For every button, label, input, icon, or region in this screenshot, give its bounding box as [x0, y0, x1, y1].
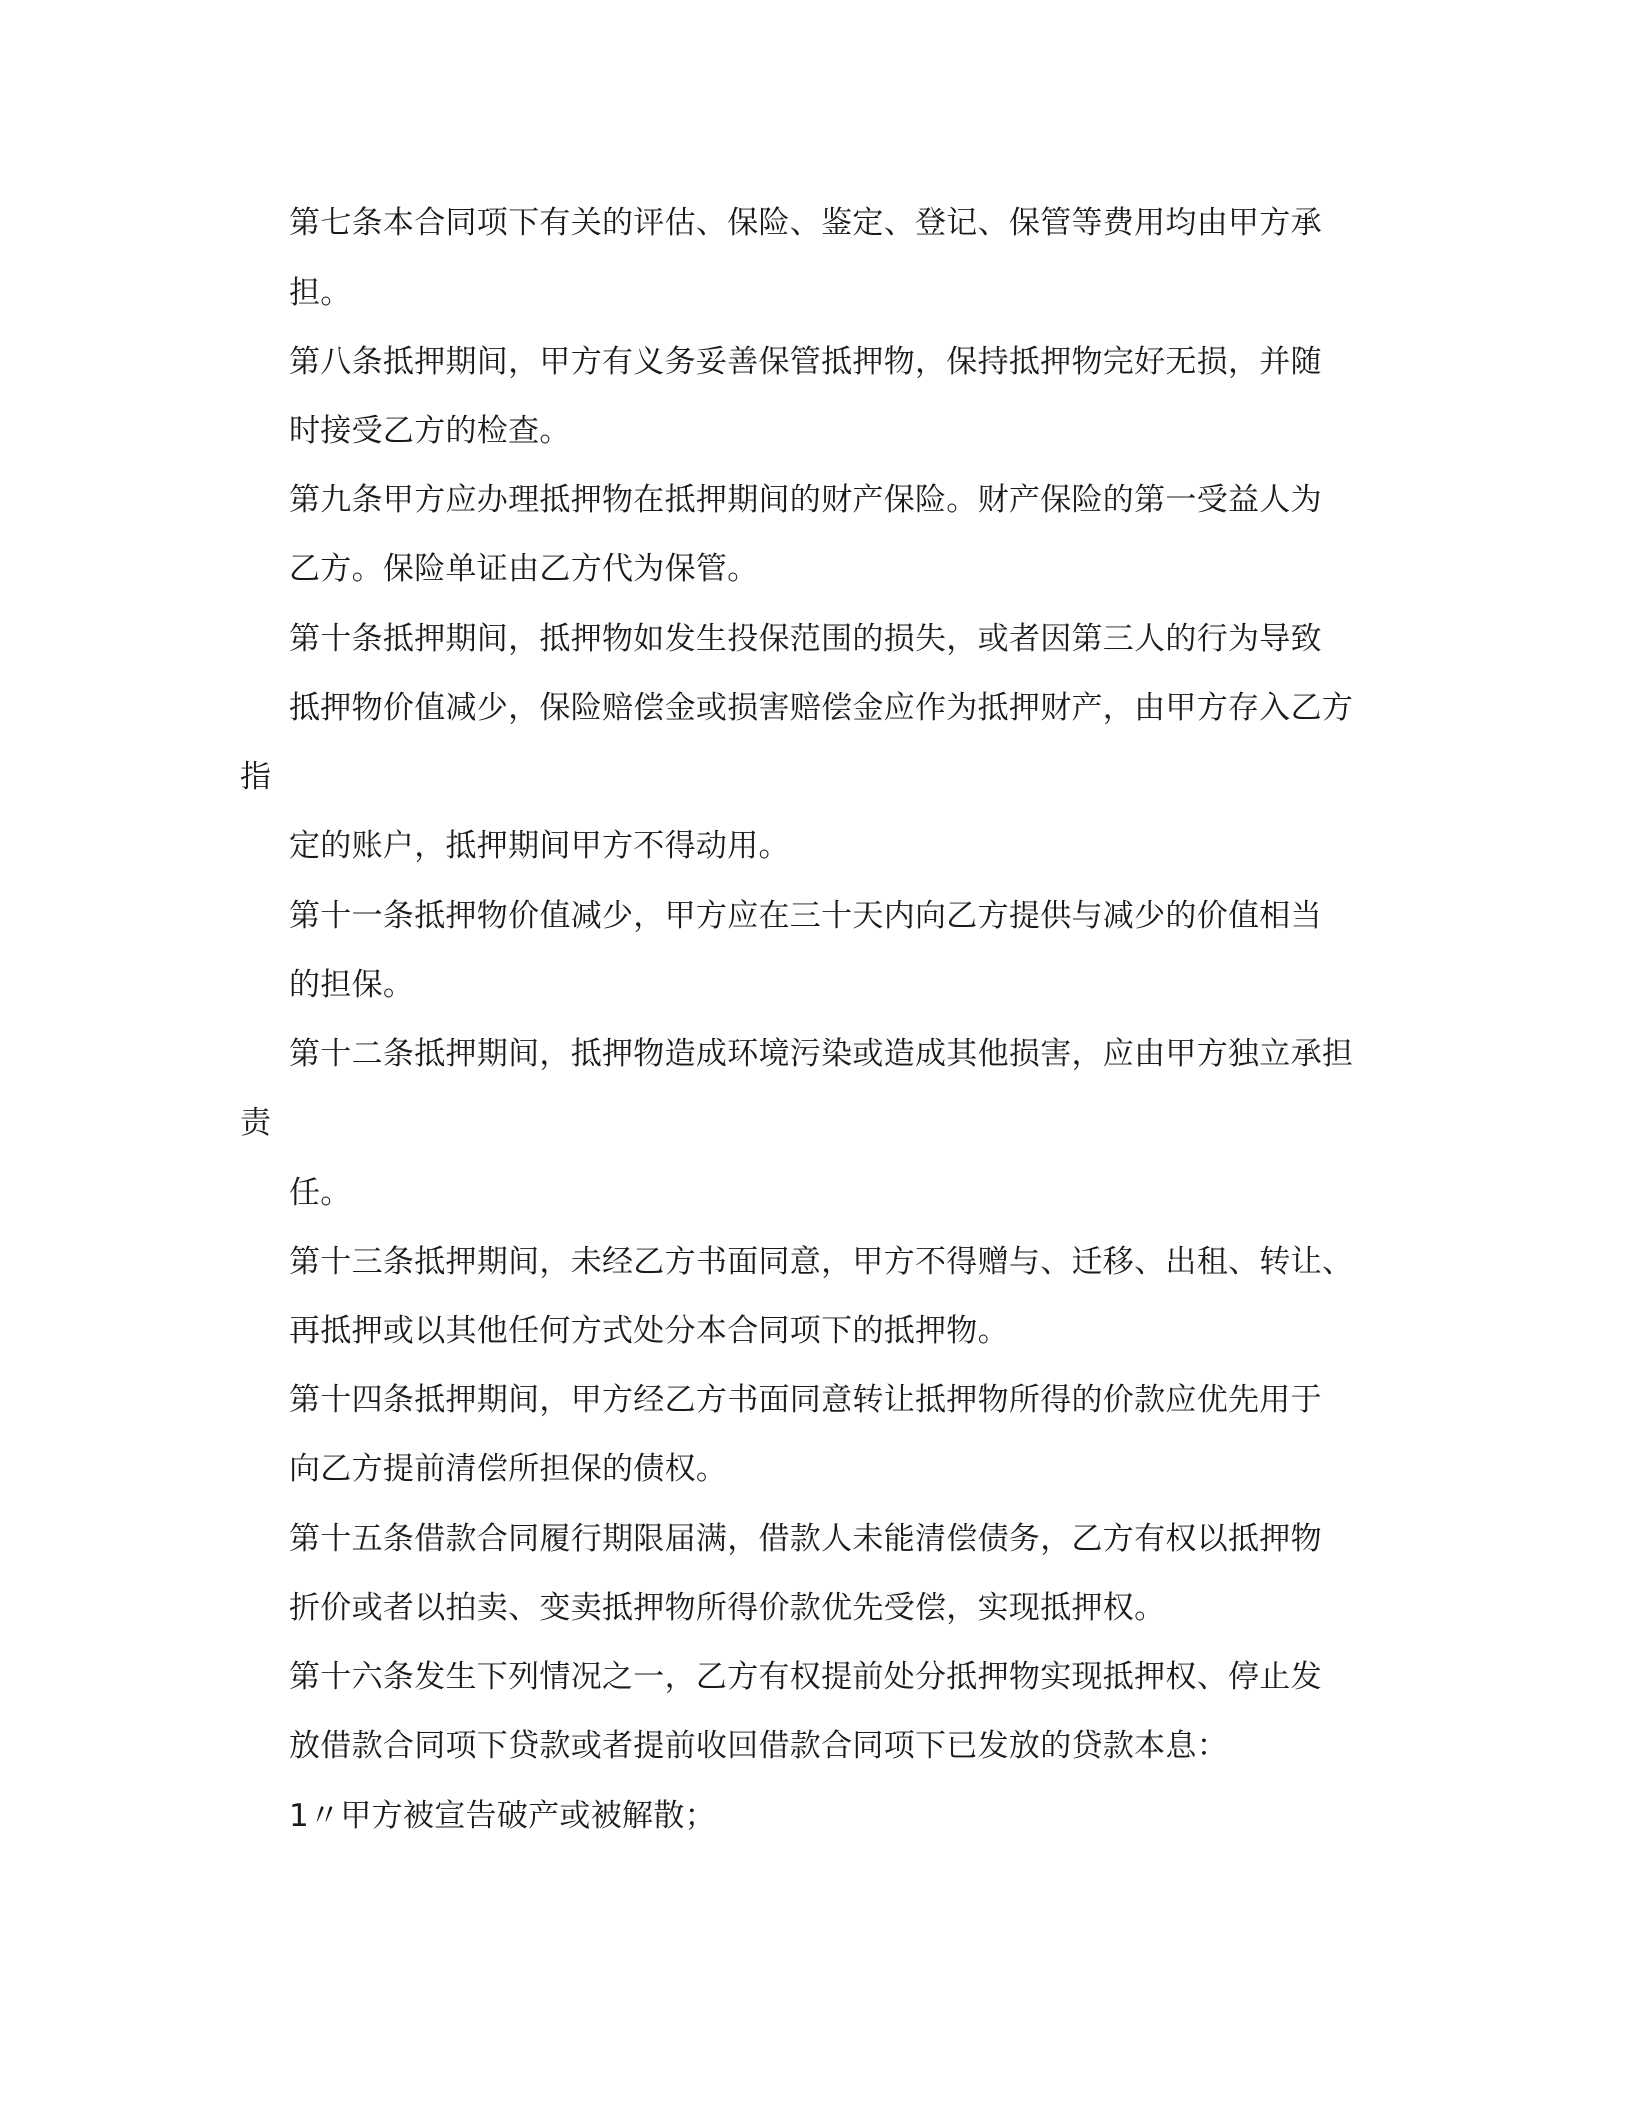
text-line: 乙方。保险单证由乙方代为保管。: [289, 551, 759, 587]
text-line: 担。: [289, 275, 352, 311]
text-line: 第九条甲方应办理抵押物在抵押期间的财产保险。财产保险的第一受益人为: [289, 482, 1322, 518]
text-line: 的担保。: [289, 967, 415, 1003]
text-line: 第八条抵押期间，甲方有义务妥善保管抵押物，保持抵押物完好无损，并随: [289, 344, 1322, 380]
text-line: 折价或者以拍卖、变卖抵押物所得价款优先受偿，实现抵押权。: [289, 1590, 1166, 1626]
text-line: 第十三条抵押期间，未经乙方书面同意，甲方不得赠与、迁移、出租、转让、: [289, 1244, 1354, 1280]
text-line: 向乙方提前清偿所担保的债权。: [289, 1451, 728, 1487]
text-line: 1〃甲方被宣告破产或被解散；: [289, 1798, 716, 1834]
text-line: 定的账户，抵押期间甲方不得动用。: [289, 828, 790, 864]
text-line: 责: [240, 1105, 272, 1141]
text-line: 时接受乙方的检查。: [289, 413, 571, 449]
text-line: 第十五条借款合同履行期限届满，借款人未能清偿债务，乙方有权以抵押物: [289, 1521, 1322, 1557]
text-line: 第十一条抵押物价值减少，甲方应在三十天内向乙方提供与减少的价值相当: [289, 898, 1322, 934]
text-line: 再抵押或以其他任何方式处分本合同项下的抵押物。: [289, 1313, 1009, 1349]
text-line: 抵押物价值减少，保险赔偿金或损害赔偿金应作为抵押财产，由甲方存入乙方: [289, 690, 1354, 726]
text-line: 第十二条抵押期间，抵押物造成环境污染或造成其他损害，应由甲方独立承担: [289, 1036, 1354, 1072]
text-line: 第七条本合同项下有关的评估、保险、鉴定、登记、保管等费用均由甲方承: [289, 205, 1322, 241]
text-line: 第十六条发生下列情况之一，乙方有权提前处分抵押物实现抵押权、停止发: [289, 1659, 1322, 1695]
text-line: 第十四条抵押期间，甲方经乙方书面同意转让抵押物所得的价款应优先用于: [289, 1382, 1322, 1418]
text-line: 第十条抵押期间，抵押物如发生投保范围的损失，或者因第三人的行为导致: [289, 621, 1322, 657]
text-line: 任。: [289, 1175, 352, 1211]
text-line: 指: [240, 759, 272, 795]
text-line: 放借款合同项下贷款或者提前收回借款合同项下已发放的贷款本息：: [289, 1728, 1228, 1764]
